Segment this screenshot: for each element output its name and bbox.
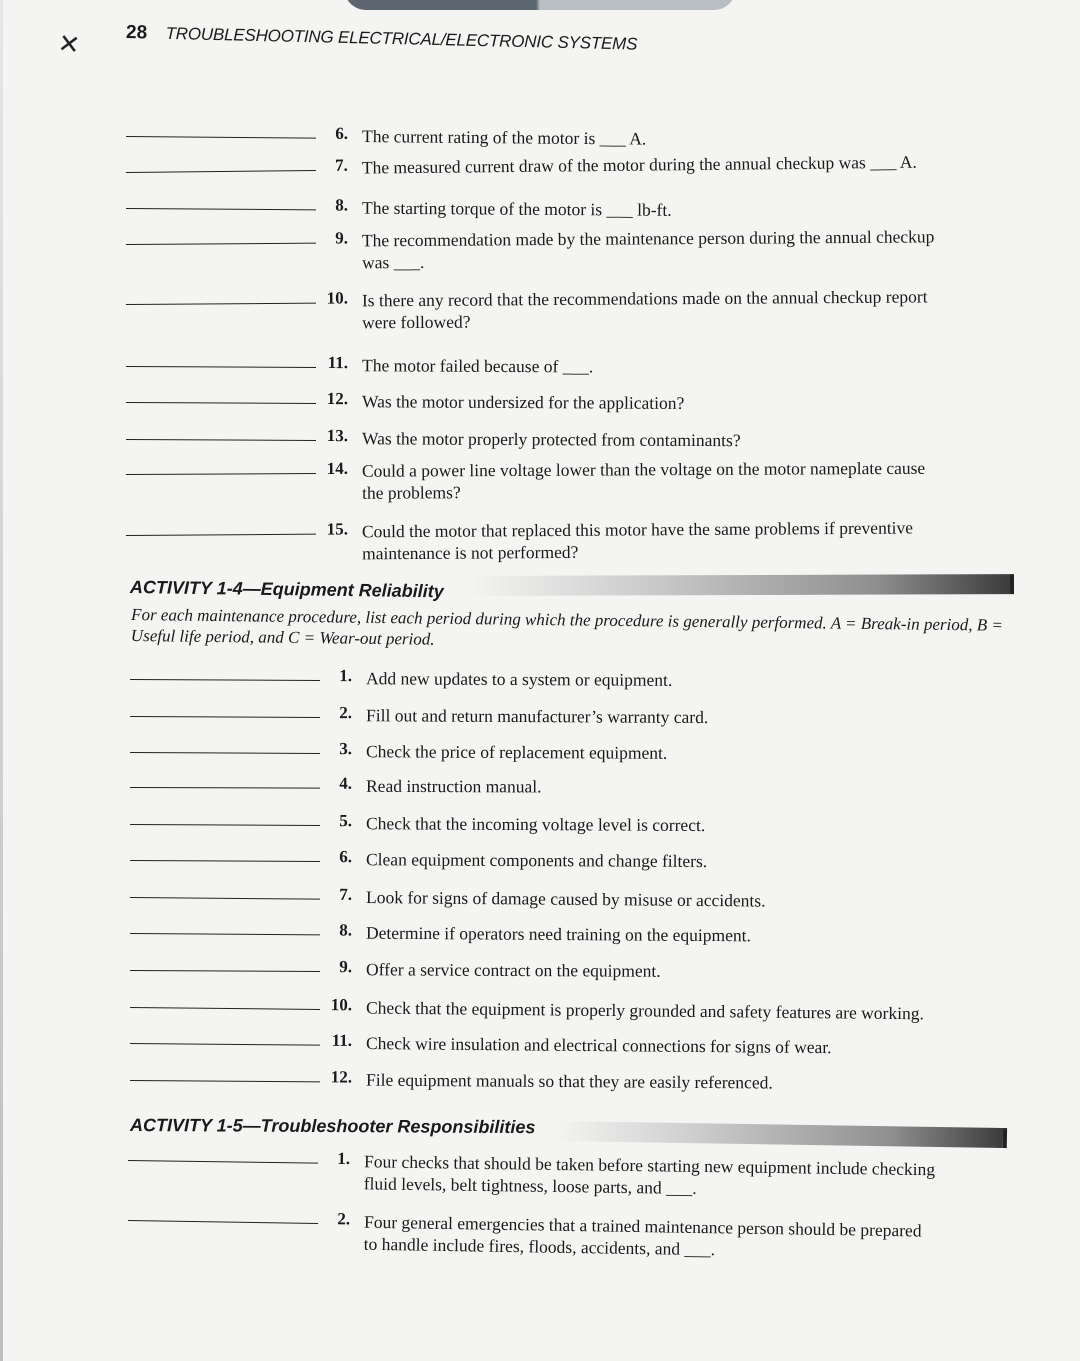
question-text: Is there any record that the recommendations made on the annual checkup report were followed? — [361, 286, 928, 333]
question-number: 7. — [335, 155, 348, 175]
question-text: Check wire insulation and electrical connections for signs of wear. — [365, 1033, 832, 1058]
question-number: 11. — [331, 1030, 353, 1050]
question-text: The motor failed because of ___. — [361, 355, 594, 377]
question-text: The measured current draw of the motor during the annual checkup was ___ A. — [361, 151, 917, 178]
answer-blank[interactable] — [126, 534, 316, 536]
question-number: 1. — [339, 666, 353, 686]
question-number: 15. — [326, 519, 348, 539]
question-text: Read instruction manual. — [365, 775, 542, 797]
activity-1-4-instructions: For each maintenance procedure, list each period during which the procedure is generally performed. A = Break-in period, B = Useful life period, and C = Wear-out period. — [130, 605, 1004, 649]
answer-blank[interactable] — [130, 1007, 320, 1010]
question-row — [128, 1206, 922, 1260]
page-header — [126, 22, 638, 56]
page-edge-shadow — [0, 0, 3, 1361]
question-number: 6. — [339, 847, 353, 867]
activity-1-5-heading: ACTIVITY 1-5—Troubleshooter Responsibilities — [129, 1115, 536, 1138]
page-tab-decoration — [344, 0, 736, 10]
answer-blank[interactable] — [130, 824, 320, 826]
question-number: 2. — [339, 703, 353, 723]
answer-blank[interactable] — [130, 679, 320, 681]
question-text: Look for signs of damage caused by misuse or accidents. — [365, 887, 766, 911]
question-text: Was the motor undersized for the application? — [361, 391, 685, 413]
question-number: 9. — [339, 957, 353, 977]
question-text: The current rating of the motor is ___ A. — [361, 126, 647, 149]
question-text: Check that the incoming voltage level is correct. — [365, 813, 706, 836]
answer-blank[interactable] — [126, 366, 316, 368]
answer-blank[interactable] — [128, 1160, 318, 1164]
answer-blank[interactable] — [126, 439, 316, 441]
question-text: Check the price of replacement equipment. — [365, 741, 668, 763]
question-number: 7. — [339, 884, 353, 904]
answer-blank[interactable] — [130, 1043, 320, 1046]
page-number: 28 — [125, 22, 148, 44]
question-text: Check that the equipment is properly grounded and safety features are working. — [365, 997, 925, 1024]
question-number: 10. — [326, 288, 348, 308]
question-number: 13. — [326, 426, 349, 446]
question-number: 8. — [335, 195, 349, 215]
question-number: 12. — [330, 1067, 353, 1087]
answer-blank[interactable] — [126, 208, 316, 210]
answer-blank[interactable] — [130, 716, 320, 718]
question-text: Offer a service contract on the equipment. — [365, 959, 661, 981]
question-number: 1. — [337, 1148, 351, 1169]
answer-blank[interactable] — [130, 970, 320, 972]
margin-x-mark: ✕ — [56, 28, 82, 62]
question-text: Could a power line voltage lower than the voltage on the motor nameplate cause the problems? — [361, 457, 926, 503]
question-text: The starting torque of the motor is ___ lb-ft. — [361, 197, 672, 220]
answer-blank[interactable] — [130, 1080, 320, 1082]
answer-blank[interactable] — [126, 170, 316, 173]
question-text: Determine if operators need training on the equipment. — [365, 922, 751, 946]
answer-blank[interactable] — [126, 136, 316, 139]
question-text: Clean equipment components and change filters. — [365, 849, 708, 872]
question-number: 2. — [337, 1209, 351, 1229]
running-title: TROUBLESHOOTING ELECTRICAL/ELECTRONIC SYSTEMS — [165, 23, 638, 54]
answer-blank[interactable] — [126, 243, 316, 245]
answer-blank[interactable] — [126, 402, 316, 404]
answer-blank[interactable] — [130, 860, 320, 862]
question-number: 4. — [339, 773, 353, 793]
question-number: 11. — [327, 353, 349, 373]
question-text: The recommendation made by the maintenance person during the annual checkup was ___. — [361, 226, 935, 273]
question-number: 8. — [339, 920, 353, 940]
question-number: 6. — [335, 123, 349, 143]
question-number: 3. — [339, 739, 353, 759]
question-text: Four general emergencies that a trained maintenance person should be prepared to handle include fires, floods, accidents, and ___. — [363, 1211, 922, 1260]
question-text: Was the motor properly protected from contaminants? — [361, 428, 741, 451]
heading-rule-bar — [555, 1121, 1007, 1148]
question-number: 12. — [326, 389, 349, 409]
answer-blank[interactable] — [130, 752, 320, 754]
answer-blank[interactable] — [130, 897, 320, 900]
question-number: 10. — [330, 995, 353, 1015]
question-number: 14. — [326, 458, 348, 478]
activity-1-4-heading: ACTIVITY 1-4—Equipment Reliability — [129, 577, 444, 602]
question-number: 5. — [339, 811, 353, 831]
question-text: Fill out and return manufacturer’s warranty card. — [365, 705, 709, 728]
question-text: Add new updates to a system or equipment. — [365, 668, 673, 690]
answer-blank[interactable] — [126, 473, 316, 475]
question-text: Could the motor that replaced this motor have the same problems if preventive maintenance is not performed? — [361, 517, 914, 564]
question-number: 9. — [335, 228, 348, 248]
answer-blank[interactable] — [130, 933, 320, 935]
answer-blank[interactable] — [128, 1220, 318, 1224]
answer-blank[interactable] — [126, 303, 316, 305]
question-text: File equipment manuals so that they are easily referenced. — [365, 1069, 773, 1093]
question-row — [128, 1146, 936, 1198]
answer-blank[interactable] — [130, 787, 320, 789]
question-text: Four checks that should be taken before starting new equipment include checking fluid levels, belt tightness, loose parts, and ___. — [363, 1151, 936, 1198]
heading-rule-bar — [470, 574, 1014, 596]
